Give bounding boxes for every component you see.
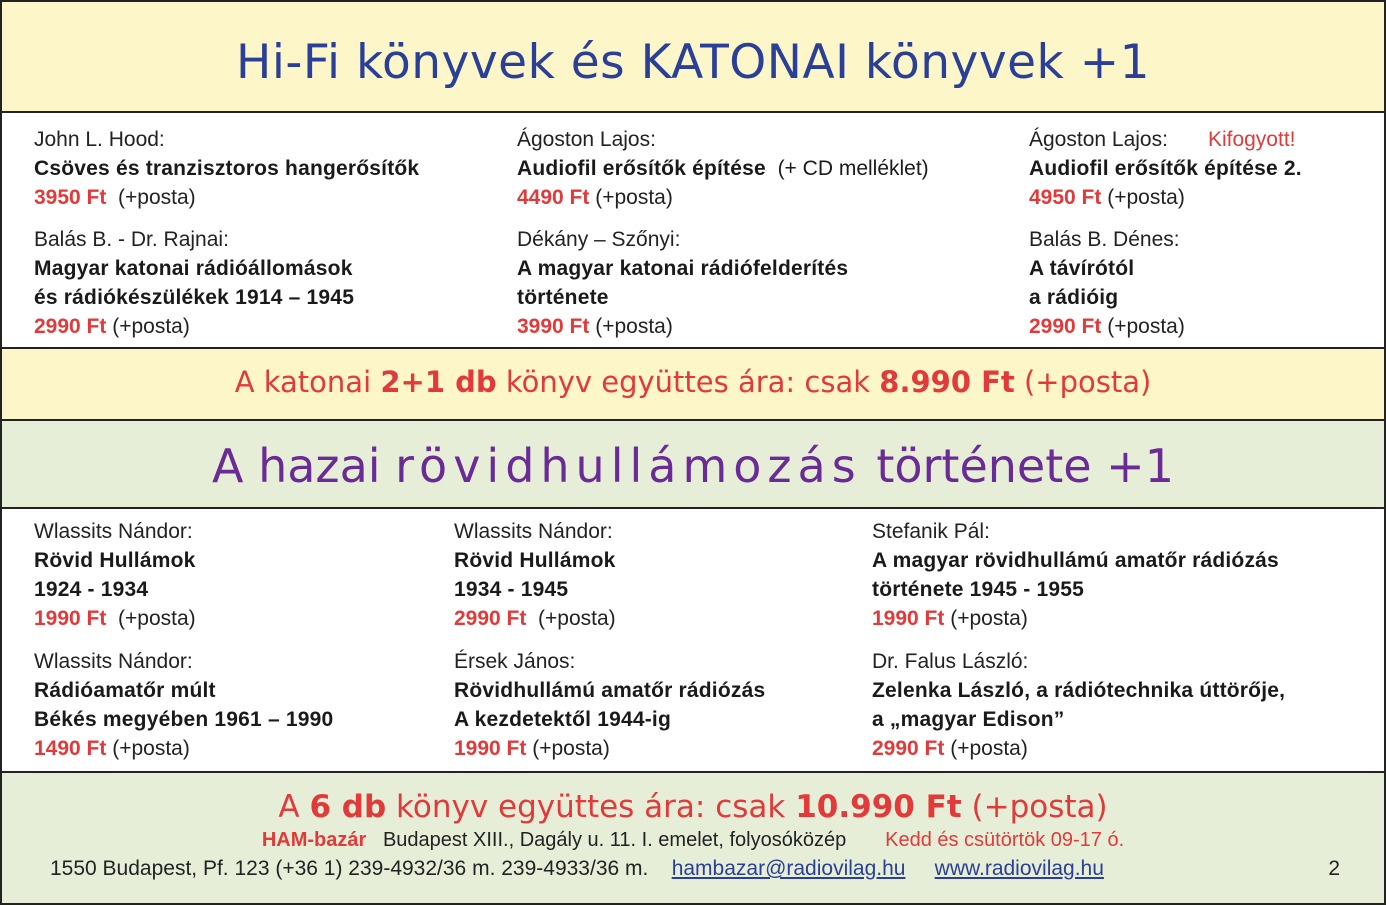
book-author: Stefanik Pál: [872, 520, 990, 543]
opening-hours: Kedd és csütörtök 09-17 ó. [885, 829, 1125, 851]
book-card [517, 125, 929, 212]
book-title: Rövidhullámú amatőr rádiózás [454, 679, 766, 702]
book-postage: (+posta) [1107, 315, 1185, 338]
book-author: John L. Hood: [34, 128, 165, 151]
footer-offer [2, 773, 1384, 825]
book-title: a „magyar Edison” [872, 708, 1065, 731]
book-author: Wlassits Nándor: [34, 650, 193, 673]
book-price-line [872, 734, 1285, 763]
book-title: Magyar katonai rádióállomások [34, 257, 353, 280]
offer-prefix: A [278, 789, 310, 825]
book-title: 1934 - 1945 [454, 578, 569, 601]
book-title: Csöves és tranzisztoros hangerősítők [34, 157, 420, 180]
book-title: Audiofil erősítők építése 2. [1029, 157, 1302, 180]
book-card [34, 125, 419, 212]
book-card [34, 225, 354, 341]
book-title: Rövid Hullámok [34, 549, 196, 572]
section2-title [2, 421, 1384, 493]
book-card [454, 647, 765, 763]
book-postage: (+posta) [1107, 186, 1185, 209]
shop-name: HAM-bazár [261, 829, 367, 851]
book-price-line [34, 183, 419, 212]
book-title: és rádiókészülékek 1914 – 1945 [34, 286, 355, 309]
book-postage: (+posta) [118, 607, 196, 630]
section1-book-grid [2, 111, 1384, 347]
offer-count: 6 db [309, 789, 387, 825]
book-author: Wlassits Nándor: [454, 520, 613, 543]
book-price: 1990 Ft [872, 607, 945, 630]
book-card [34, 647, 333, 763]
title-spaced-word: rövidhullámozás [395, 439, 862, 493]
book-title: története 1945 - 1955 [872, 578, 1084, 601]
book-author-line [1029, 125, 1302, 154]
book-author: Balás B. - Dr. Rajnai: [34, 228, 229, 251]
section1-offer-band [2, 347, 1384, 419]
book-price-line [872, 604, 1279, 633]
offer-suffix: (+posta) [1014, 365, 1152, 399]
book-postage: (+posta) [595, 186, 673, 209]
book-author: Balás B. Dénes: [1029, 228, 1180, 251]
offer-middle: könyv együttes ára: csak [496, 365, 880, 399]
page-number: 2 [1328, 857, 1340, 880]
sold-out-note: Kifogyott! [1207, 128, 1296, 151]
book-title: A magyar rövidhullámú amatőr rádiózás [872, 549, 1279, 572]
book-author: Ágoston Lajos: [1029, 128, 1168, 151]
contact-line [50, 857, 1340, 881]
book-postage: (+posta) [532, 737, 610, 760]
book-price: 4950 Ft [1029, 186, 1102, 209]
book-author: Wlassits Nándor: [34, 520, 193, 543]
book-title: Audiofil erősítők építése [517, 157, 766, 180]
book-author: Érsek János: [454, 650, 576, 673]
offer-price: 8.990 Ft [879, 365, 1015, 399]
book-title-extra: (+ CD melléklet) [777, 157, 929, 180]
section1-offer [2, 349, 1384, 399]
book-price: 2990 Ft [454, 607, 527, 630]
book-title-line [517, 154, 929, 183]
book-price: 1990 Ft [454, 737, 527, 760]
book-postage: (+posta) [595, 315, 673, 338]
book-title: Rádióamatőr múlt [34, 679, 216, 702]
book-title: Rövid Hullámok [454, 549, 616, 572]
book-postage: (+posta) [112, 315, 190, 338]
book-price-line [517, 312, 848, 341]
offer-suffix: (+posta) [961, 789, 1108, 825]
book-author: Dr. Falus László: [872, 650, 1029, 673]
book-price-line [454, 604, 616, 633]
book-card [872, 517, 1279, 633]
book-price: 3990 Ft [517, 315, 590, 338]
book-price-line [1029, 312, 1185, 341]
book-price: 1990 Ft [34, 607, 107, 630]
postal-phone: 1550 Budapest, Pf. 123 (+36 1) 239-4932/36 m. 239-4933/36 m. [50, 857, 649, 880]
title-suffix: története +1 [861, 439, 1174, 493]
book-postage: (+posta) [950, 607, 1028, 630]
book-price-line [1029, 183, 1302, 212]
book-card [1029, 225, 1185, 341]
title-prefix: A hazai [211, 439, 396, 493]
section1-header [2, 0, 1384, 111]
offer-middle: könyv együttes ára: csak [386, 789, 796, 825]
book-title: 1924 - 1934 [34, 578, 149, 601]
book-author: Dékány – Szőnyi: [517, 228, 681, 251]
book-postage: (+posta) [118, 186, 196, 209]
book-card [1029, 125, 1302, 212]
book-price-line [34, 312, 354, 341]
book-card [872, 647, 1285, 763]
book-title: A magyar katonai rádiófelderítés [517, 257, 849, 280]
footer [2, 771, 1384, 905]
book-price: 2990 Ft [1029, 315, 1102, 338]
email-link[interactable]: hambazar@radiovilag.hu [671, 857, 906, 880]
book-price: 4490 Ft [517, 186, 590, 209]
shop-address: Budapest XIII., Dagály u. 11. I. emelet, folyosóközép [382, 829, 847, 851]
book-postage: (+posta) [538, 607, 616, 630]
book-price-line [454, 734, 765, 763]
book-title: története [517, 286, 609, 309]
shop-info [2, 829, 1384, 852]
offer-count: 2+1 db [380, 365, 497, 399]
book-card [34, 517, 196, 633]
book-price: 2990 Ft [34, 315, 107, 338]
offer-price: 10.990 Ft [795, 789, 962, 825]
book-card [517, 225, 848, 341]
book-price-line [34, 604, 196, 633]
book-title: Békés megyében 1961 – 1990 [34, 708, 334, 731]
book-title: Zelenka László, a rádiótechnika úttörője, [872, 679, 1286, 702]
book-card [454, 517, 616, 633]
section2-header [2, 419, 1384, 507]
section2-book-grid [2, 507, 1384, 771]
book-author: Ágoston Lajos: [517, 128, 656, 151]
book-postage: (+posta) [950, 737, 1028, 760]
book-price-line [517, 183, 929, 212]
book-price-line [34, 734, 333, 763]
book-title: a rádióig [1029, 286, 1119, 309]
book-title: A távírótól [1029, 257, 1135, 280]
section1-title: Hi-Fi könyvek és KATONAI könyvek +1 [236, 35, 1150, 90]
book-title: A kezdetektől 1944-ig [454, 708, 671, 731]
book-price: 1490 Ft [34, 737, 107, 760]
book-price: 3950 Ft [34, 186, 107, 209]
book-price: 2990 Ft [872, 737, 945, 760]
website-link[interactable]: www.radiovilag.hu [934, 857, 1104, 880]
offer-prefix: A katonai [234, 365, 381, 399]
book-postage: (+posta) [112, 737, 190, 760]
